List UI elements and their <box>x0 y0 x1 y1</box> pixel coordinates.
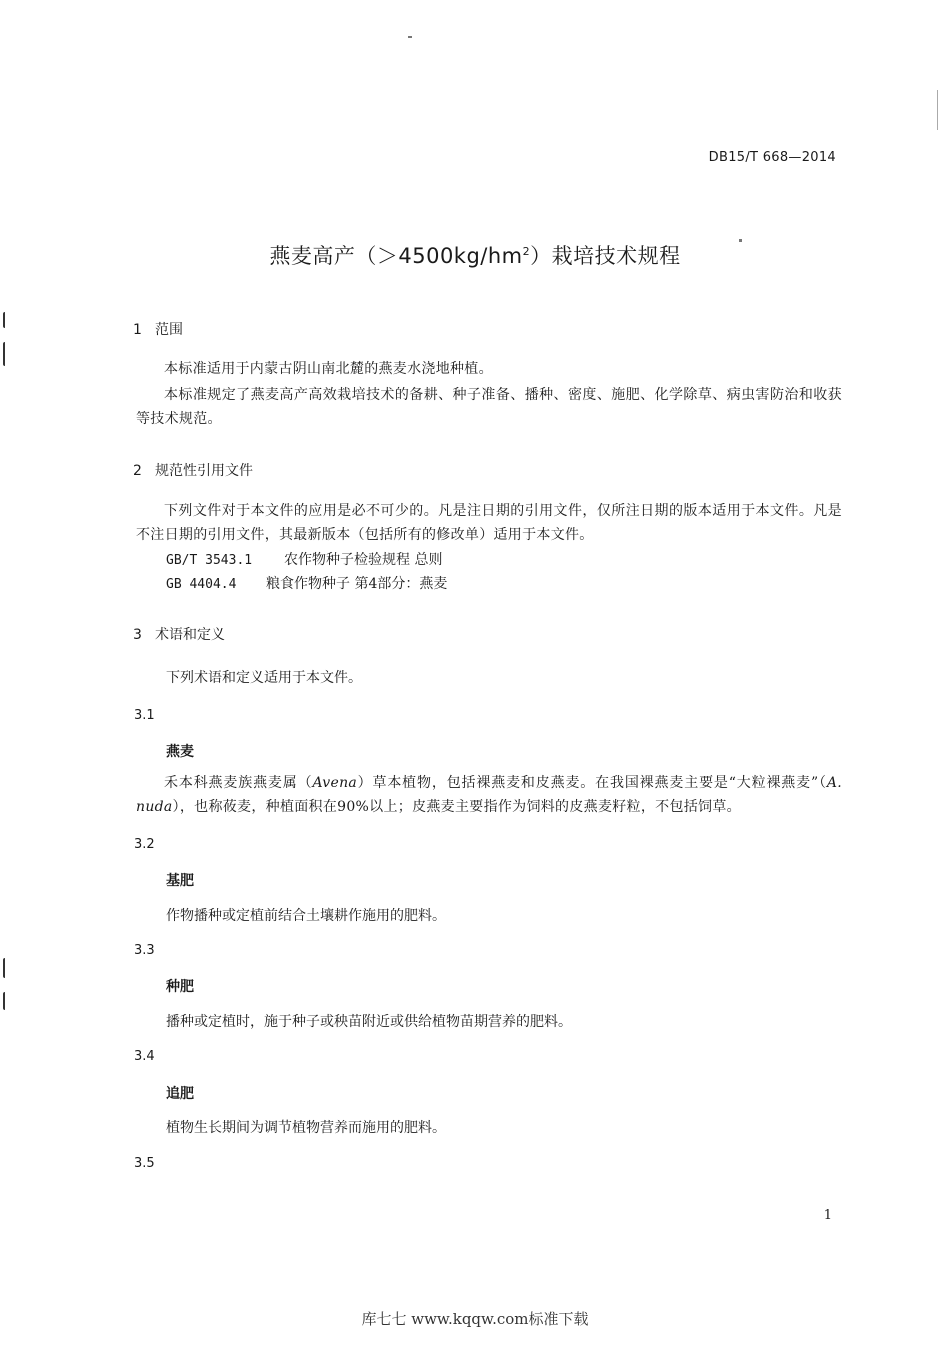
paragraph: 下列术语和定义适用于本文件。 <box>166 670 362 686</box>
section-heading <box>133 460 253 480</box>
title-tail: ）栽培技术规程 <box>530 244 681 268</box>
reference-item <box>166 549 442 572</box>
term-name: 基肥 <box>166 873 194 889</box>
title-superscript: 2 <box>522 245 531 258</box>
term-number: 3.4 <box>134 1049 155 1064</box>
paragraph: 本标准规定了燕麦高产高效栽培技术的备耕、种子准备、播种、密度、施肥、化学除草、病虫害防治和收获等技术规范。 <box>136 387 842 427</box>
paragraph: 下列文件对于本文件的应用是必不可少的。凡是注日期的引用文件，仅所注日期的版本适用于本文件。凡是不注日期的引用文件，其最新版本（包括所有的修改单）适用于本文件。 <box>136 503 842 543</box>
document-title <box>0 240 950 270</box>
reference-code: GB 4404.4 <box>166 577 237 592</box>
scan-mark <box>3 992 11 1010</box>
section-title: 术语和定义 <box>155 627 225 643</box>
term-number: 3.2 <box>134 837 155 852</box>
latin-name: A. nuda <box>136 775 843 815</box>
definition-text: ）草本植物，包括裸燕麦和皮燕麦。在我国裸燕麦主要是“大粒裸燕麦”（ <box>357 775 827 791</box>
reference-name: 农作物种子检验规程 总则 <box>284 552 443 568</box>
section-title: 范围 <box>155 322 183 338</box>
term-definition: 作物播种或定植前结合土壤耕作施用的肥料。 <box>166 908 446 924</box>
scan-speck <box>408 36 412 38</box>
reference-code: GB/T 3543.1 <box>166 553 253 568</box>
term-definition <box>136 771 842 819</box>
paragraph: 本标准适用于内蒙古阴山南北麓的燕麦水浇地种植。 <box>164 361 493 377</box>
section-number: 1 <box>133 322 142 338</box>
term-definition: 播种或定植时，施于种子或秧苗附近或供给植物苗期营养的肥料。 <box>166 1014 572 1030</box>
section-heading <box>133 624 225 644</box>
title-main: 燕麦高产（＞4500kg/hm <box>269 244 523 268</box>
scan-mark <box>3 312 11 328</box>
scan-speck <box>937 90 938 130</box>
term-number: 3.3 <box>134 943 155 958</box>
term-number: 3.1 <box>134 708 155 723</box>
latin-name: Avena <box>312 775 358 791</box>
reference-name: 粮食作物种子 第4部分：燕麦 <box>266 576 448 592</box>
term-name: 种肥 <box>166 979 194 995</box>
scan-mark <box>3 958 11 978</box>
section-title: 规范性引用文件 <box>155 463 253 479</box>
section-number: 2 <box>133 463 142 479</box>
section-number: 3 <box>133 627 142 643</box>
reference-item <box>166 573 447 596</box>
section-heading <box>133 319 183 339</box>
scan-mark <box>3 342 11 366</box>
footer-watermark: 库七七 www.kqqw.com标准下载 <box>361 1310 589 1328</box>
definition-text: ），也称莜麦，种植面积在90%以上；皮燕麦主要指作为饲料的皮燕麦籽粒，不包括饲草。 <box>172 799 741 815</box>
definition-text: 禾本科燕麦族燕麦属（ <box>164 775 313 791</box>
standard-code: DB15/T 668—2014 <box>708 150 836 165</box>
term-name: 燕麦 <box>166 744 194 760</box>
term-definition: 植物生长期间为调节植物营养而施用的肥料。 <box>166 1120 446 1136</box>
page-number: 1 <box>823 1208 832 1223</box>
term-number: 3.5 <box>134 1156 155 1171</box>
term-name: 追肥 <box>166 1086 194 1102</box>
